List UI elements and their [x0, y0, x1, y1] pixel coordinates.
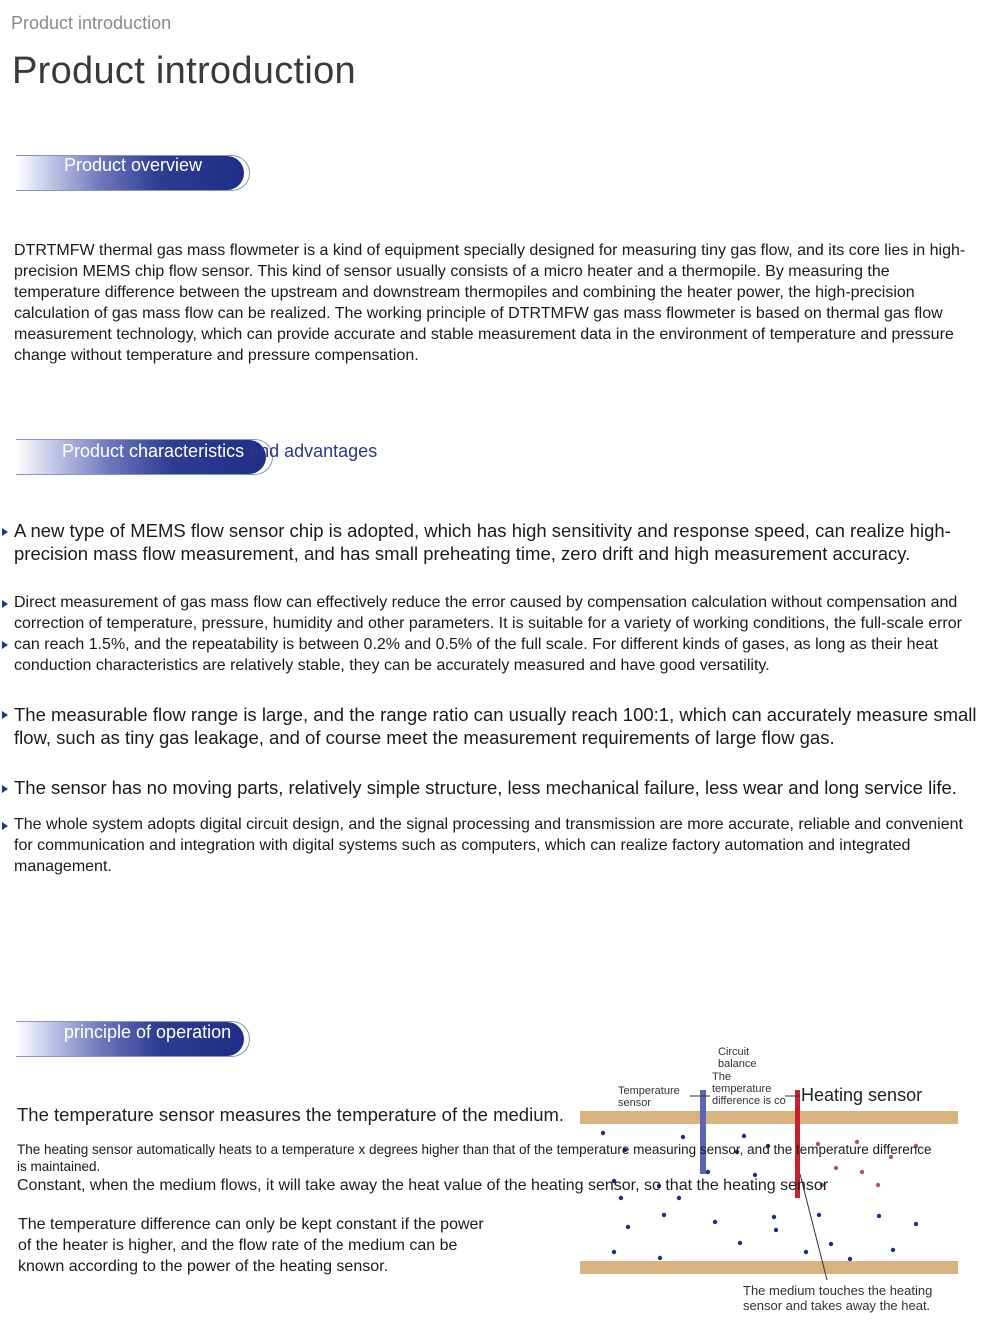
pipe-bottom-wall: [580, 1261, 958, 1274]
section-heading-principle: principle of operation: [64, 1022, 232, 1042]
heating-sensor-label: Heating sensor: [801, 1085, 923, 1105]
page-title: Product introduction: [12, 50, 356, 92]
principle-line-4: The temperature difference can only be kept constant if the power of the heater is higher, and the flow rate of the medium can be known according to the power of the heating sensor.: [18, 1216, 484, 1275]
list-item: Direct measurement of gas mass flow can effectively reduce the error caused by compensation calculation without compensation and correction of temperature, pressure, humidity and other parameters. It is suitable for a variety of working conditions, the full-scale error can reach 1.5%, and the repeatability is between 0.2% and 0.5% of the full scale. For different kinds of gases, as long as their heat conduction characteristics are relatively stable, they can be accurately measured and have good versatility.: [14, 594, 962, 674]
principle-line-2: The heating sensor automatically heats to a temperature x degrees higher than that of the temperature measuring sensor, and the temperature difference is maintained.: [17, 1142, 932, 1174]
overview-paragraph: DTRTMFW thermal gas mass flowmeter is a kind of equipment specially designed for measuring tiny gas flow, and its core lies in high-precision MEMS chip flow sensor. This kind of sensor usually consists of a micro heater and a thermopile. By measuring the temperature difference between the upstream and downstream thermopiles and combining the heater power, the high-precision calculation of gas mass flow can be realized. The working principle of DTRTMFW gas mass flowmeter is based on thermal gas flow measurement technology, which can provide accurate and stable measurement data in the environment of temperature and pressure change without temperature and pressure compensation.: [14, 242, 966, 364]
list-item: The measurable flow range is large, and the range ratio can usually reach 100:1, which can accurately measure small flow, such as tiny gas leakage, and of course meet the measurement requirements of large flow gas.: [14, 704, 977, 748]
breadcrumb: Product introduction: [11, 13, 172, 33]
bullet-icon: [2, 641, 8, 649]
heading-part-inside: Product characteristics: [62, 441, 245, 461]
list-item: A new type of MEMS flow sensor chip is adopted, which has high sensitivity and response speed, can realize high-precision mass flow measurement, and has small preheating time, zero drift and high measurement accuracy.: [14, 520, 951, 564]
temp-difference-label: The temperature difference is co: [712, 1071, 786, 1107]
principle-line-3: Constant, when the medium flows, it will take away the heat value of the heating sensor, so that the heating sensor: [17, 1177, 829, 1194]
bullet-icon: [2, 600, 8, 608]
bullet-icon: [2, 528, 8, 536]
medium-note-label: The medium touches the heating sensor and takes away the heat.: [743, 1283, 933, 1313]
bullet-icon: [2, 785, 8, 793]
bullet-icon: [2, 822, 8, 830]
section-heading-characteristics: [62, 441, 377, 462]
pipe-top-wall: [580, 1111, 958, 1124]
list-item: The sensor has no moving parts, relatively simple structure, less mechanical failure, less wear and long service life.: [14, 777, 957, 798]
heading-part-outside: and advantages: [244, 441, 378, 461]
circuit-balance-label: Circuit balance: [718, 1046, 757, 1070]
temperature-sensor-label: Temperature sensor: [618, 1085, 680, 1109]
list-item: The whole system adopts digital circuit design, and the signal processing and transmission are more accurate, reliable and convenient for communication and integration with digital systems such as computers, which can realize factory automation and integrated management.: [14, 816, 963, 875]
section-heading-overview: Product overview: [64, 155, 203, 175]
principle-line-1: The temperature sensor measures the temperature of the medium.: [17, 1104, 565, 1125]
bullet-icon: [2, 711, 8, 719]
